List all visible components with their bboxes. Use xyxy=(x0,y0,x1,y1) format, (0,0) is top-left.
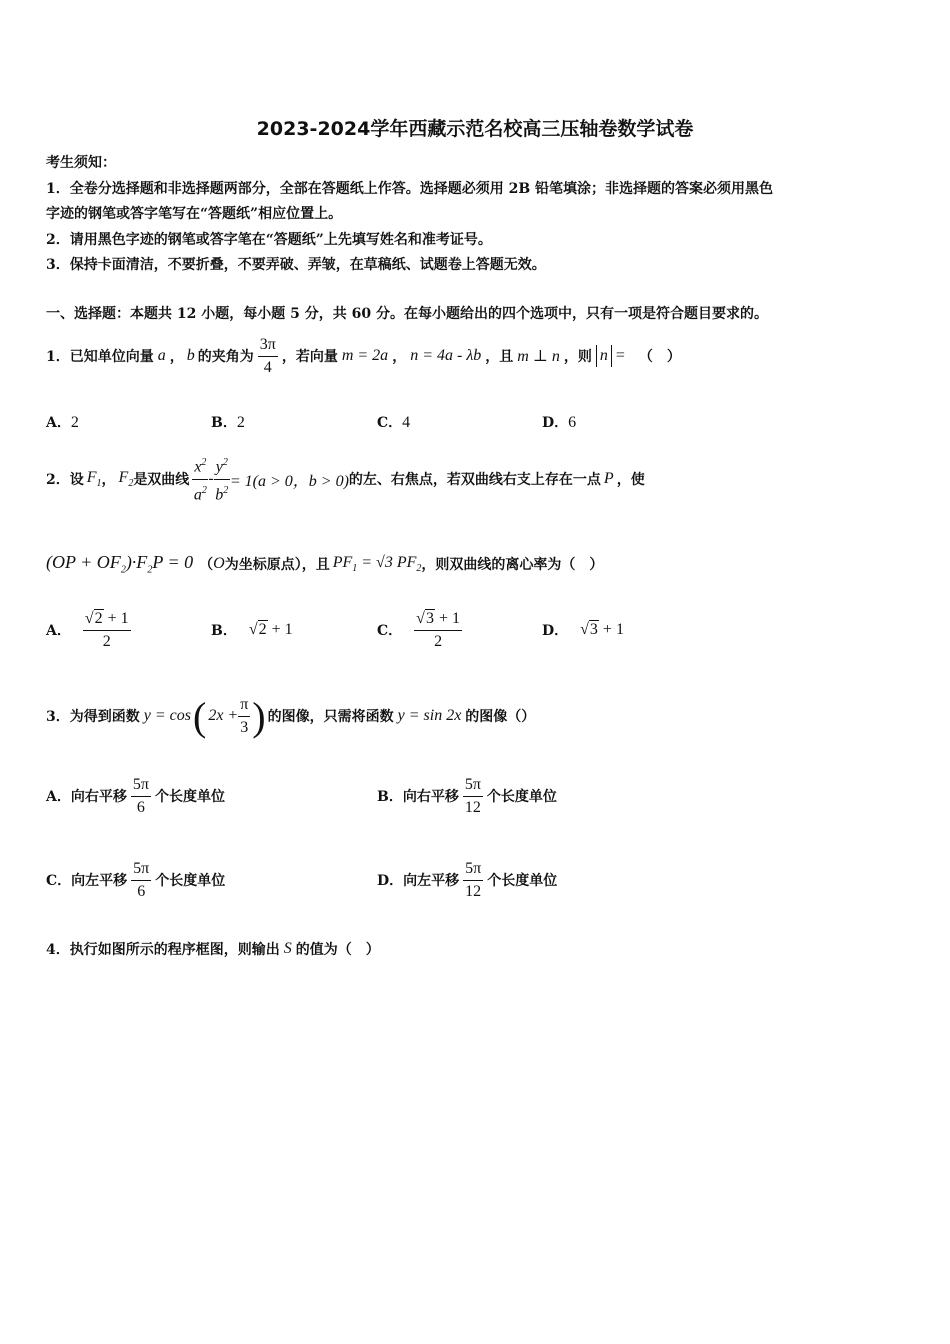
q3-option-c: C． 向左平移 $\frac{5\pi}{6}$ 个长度单位 xyxy=(46,859,226,900)
q3-inner: 2x + xyxy=(208,707,239,724)
q1-text-2: 的夹角为 xyxy=(197,349,254,365)
q1-text-4: ，且 xyxy=(485,349,514,365)
question-3: 3．为得到函数 y = cos ( 2x + $\frac{\pi}{3}$ ) 的图像，只需将函数 y = sin 2x 的图像（） xyxy=(46,693,536,739)
notice-line-1b: 字迹的钢笔或答字笔写在“答题纸”相应位置上。 xyxy=(46,206,343,222)
q3-option-d: D． 向左平移 $\frac{5\pi}{12}$ 个长度单位 xyxy=(377,859,558,900)
q2-f2: $F_2$ xyxy=(118,468,134,490)
q1-text-1: 1．已知单位向量 xyxy=(46,349,154,365)
q2-vector-condition: $(OP + OF_2)\cdot F_2P = 0$ xyxy=(46,552,194,576)
q2-f1: $F_1$ xyxy=(86,468,102,490)
q2-line-2 xyxy=(46,548,603,580)
q1-text-5: ，则 xyxy=(563,349,592,365)
question-1 xyxy=(46,326,681,386)
q3-sin-expr: y = sin 2x xyxy=(397,707,462,724)
q1-equals: = xyxy=(615,347,625,364)
q1-angle-num: 3π xyxy=(258,335,278,357)
question-2 xyxy=(46,446,645,512)
q1-m-expr: m = 2a xyxy=(341,347,389,364)
q2-x-fraction: $\frac{x^2}{a^2}$ xyxy=(192,453,208,505)
q1-vec-a: a xyxy=(157,347,166,364)
notice-heading: 考生须知： xyxy=(46,155,116,171)
q3-pi-fraction: $\frac{\pi}{3}$ xyxy=(240,695,249,736)
q2-option-d: D． √3 + 1 xyxy=(542,621,624,639)
question-4 xyxy=(46,939,380,959)
q1-text-3: ，若向量 xyxy=(281,349,338,365)
q3-cos-expr: y = cos xyxy=(143,707,191,724)
q1-blank: （ ） xyxy=(638,349,681,365)
q2-pf-condition: $PF_1 = √3$ $PF_2$ xyxy=(332,553,422,575)
q3-option-a: A． 向右平移 $\frac{5\pi}{6}$ 个长度单位 xyxy=(46,775,225,816)
q2-condition: = 1(a > 0，b > 0) xyxy=(229,472,349,490)
section-heading: 一、选择题：本题共 12 小题，每小题 5 分，共 60 分。在每小题给出的四个选项中，只有一项是符合题目要求的。 xyxy=(46,306,768,322)
notice-line-1a: 1．全卷分选择题和非选择题两部分，全部在答题纸上作答。选择题必须用 2B 铅笔填涂；非选择题的答案必须用黑色 xyxy=(46,181,774,197)
q3-option-b: B． 向右平移 $\frac{5\pi}{12}$ 个长度单位 xyxy=(377,775,557,816)
notice-line-2: 2．请用黑色字迹的钢笔或答字笔在“答题纸”上先填写姓名和准考证号。 xyxy=(46,232,492,248)
q2-option-c: C． $\frac{√3 + 1}{2}$ xyxy=(377,609,460,650)
q2-text-2: 是双曲线 xyxy=(133,472,190,488)
q3-text-3: 的图像（） xyxy=(465,709,536,725)
q3-text-1: 3．为得到函数 xyxy=(46,709,140,725)
q1-option-d: D．6 xyxy=(542,414,577,431)
q2-text-5: （ xyxy=(199,557,214,573)
q2-text-6: 为坐标原点），且 xyxy=(224,557,330,573)
q2-text-7: ，则双曲线的离心率为（ ） xyxy=(421,557,604,573)
page-title: 2023-2024学年西藏示范名校高三压轴卷数学试卷 xyxy=(256,118,694,140)
q4-text-2: 的值为（ ） xyxy=(295,942,380,958)
q2-comma: ， xyxy=(101,472,116,488)
q1-angle-fraction xyxy=(258,335,278,378)
q2-y-fraction: $\frac{y^2}{b^2}$ xyxy=(214,453,230,505)
q4-text-1: 4．执行如图所示的程序框图，则输出 xyxy=(46,942,280,958)
q3-text-2: 的图像，只需将函数 xyxy=(267,709,394,725)
q4-s: S xyxy=(283,940,292,957)
q2-point-p: P xyxy=(603,470,614,487)
q1-option-a: A．2 xyxy=(46,414,79,431)
notice-line-3: 3．保持卡面清洁，不要折叠，不要弄破、弄皱，在草稿纸、试题卷上答题无效。 xyxy=(46,257,546,273)
q1-perp: m ⊥ n xyxy=(517,348,560,365)
q2-option-a: A． $\frac{√2 + 1}{2}$ xyxy=(46,609,129,650)
q2-text-1: 2．设 xyxy=(46,472,84,488)
q1-angle-den: 4 xyxy=(263,358,272,376)
q2-option-b: B． √2 + 1 xyxy=(211,621,293,639)
q1-option-c: C．4 xyxy=(377,414,411,431)
q2-text-3: 的左、右焦点，若双曲线右支上存在一点 xyxy=(348,472,601,488)
q2-origin: O xyxy=(213,555,225,572)
q1-comma: ， xyxy=(169,349,184,365)
q1-vec-b: b xyxy=(186,347,195,364)
q1-option-b: B．2 xyxy=(211,414,245,431)
q1-abs-n: n xyxy=(596,345,612,367)
q1-n-expr: n = 4a - λb xyxy=(410,347,482,364)
q2-minus: - xyxy=(208,470,214,487)
q2-text-4: ，使 xyxy=(616,472,645,488)
q1-comma-2: ， xyxy=(392,349,407,365)
